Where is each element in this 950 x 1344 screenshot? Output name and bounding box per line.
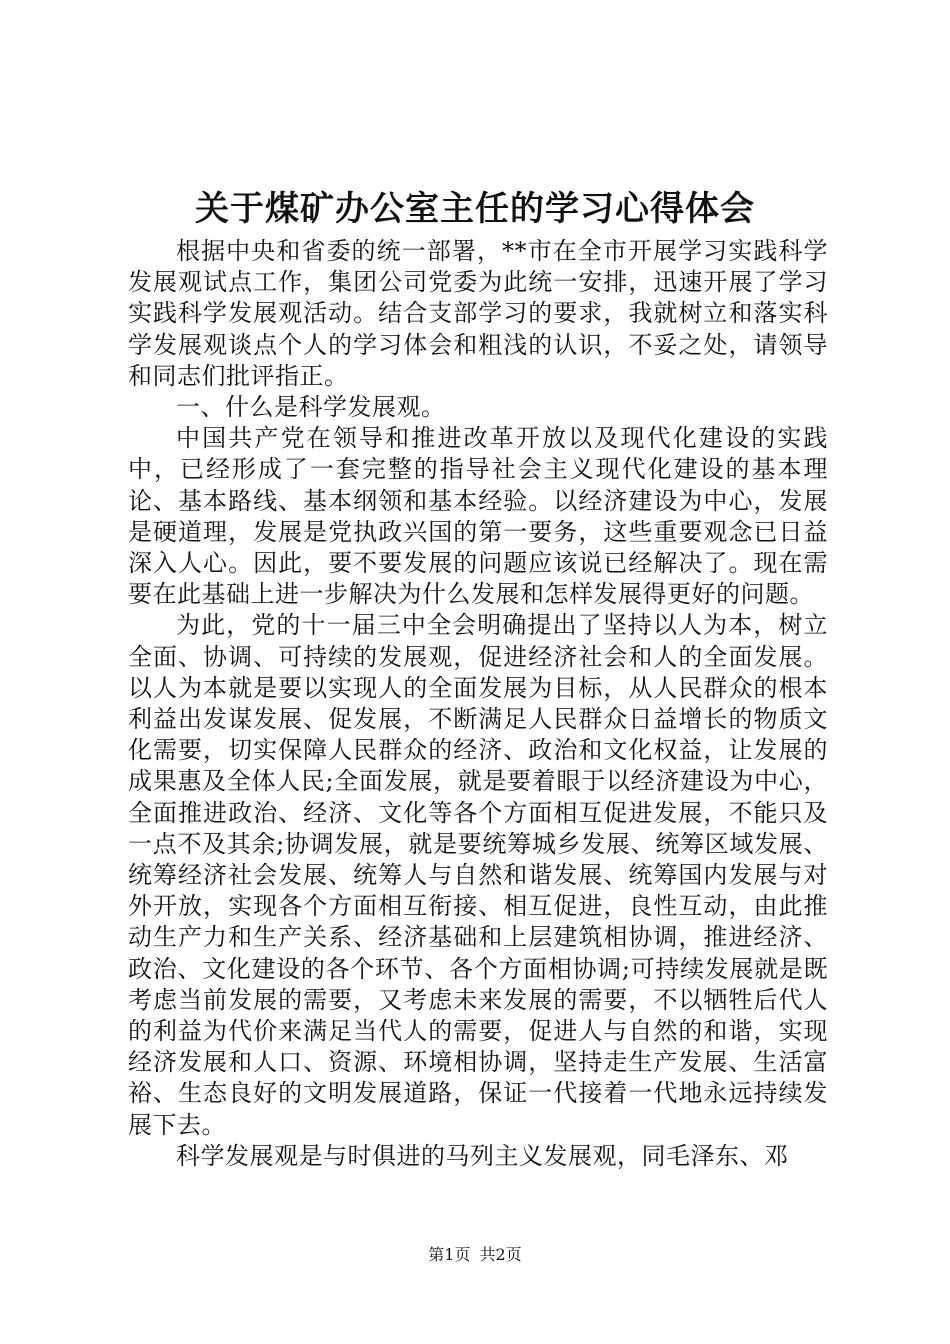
paragraph-3: 为此，党的十一届三中全会明确提出了坚持以人为本，树立全面、协调、可持续的发展观，促进经济社会和人的全面发展。以人为本就是要以实现人的全面发展为目标，从人民群众的根本利益出发谋发展、促发展，不断满足人民群众日益增长的物质文化需要，切实保障人民群众的经济、政治和文化权益，让发展的成果惠及全体人民;全面发展，就是要着眼于以经济建设为中心，全面推进政治、经济、文化等各个方面相互促进发展，不能只及一点不及其余;协调发展，就是要统筹城乡发展、统筹区域发展、统筹经济社会发展、统筹人与自然和谐发展、统筹国内发展与对外开放，实现各个方面相互衔接、相互促进，良性互动，由此推动生产力和生产关系、经济基础和上层建筑相协调，推进经济、政治、文化建设的各个环节、各个方面相协调;可持续发展就是既考虑当前发展的需要，又考虑未来发展的需要，不以牺牲后代人的利益为代价来满足当代人的需要，促进人与自然的和谐，实现经济发展和人口、资源、环境相协调，坚持走生产发展、生活富裕、生态良好的文明发展道路，保证一代接着一代地永远持续发展下去。 (128, 611, 828, 1139)
paragraph-2: 中国共产党在领导和推进改革开放以及现代化建设的实践中，已经形成了一套完整的指导社会主义现代化建设的基本理论、基本路线、基本纲领和基本经验。以经济建设为中心，发展是硬道理，发展是党执政兴国的第一要务，这些重要观念已日益深入人心。因此，要不要发展的问题应该说已经解决了。现在需要在此基础上进一步解决为什么发展和怎样发展得更好的问题。 (128, 424, 828, 609)
paragraph-4: 科学发展观是与时俱进的马列主义发展观，同毛泽东、邓 (176, 1141, 789, 1170)
paragraph-intro: 根据中央和省委的统一部署，**市在全市开展学习实践科学发展观试点工作，集团公司党委为此统一安排，迅速开展了学习实践科学发展观活动。结合支部学习的要求，我就树立和落实科学发展观谈点个人的学习体会和粗浅的认识，不妥之处，请领导和同志们批评指正。 (128, 237, 828, 390)
page-number: 第1页 (428, 1245, 471, 1264)
page-total: 共2页 (479, 1245, 522, 1264)
document-body (128, 236, 828, 1172)
page-footer (0, 1244, 950, 1266)
section-heading-1: 一、什么是科学发展观。 (176, 393, 446, 422)
document-title: 关于煤矿办公室主任的学习心得体会 (195, 189, 755, 229)
